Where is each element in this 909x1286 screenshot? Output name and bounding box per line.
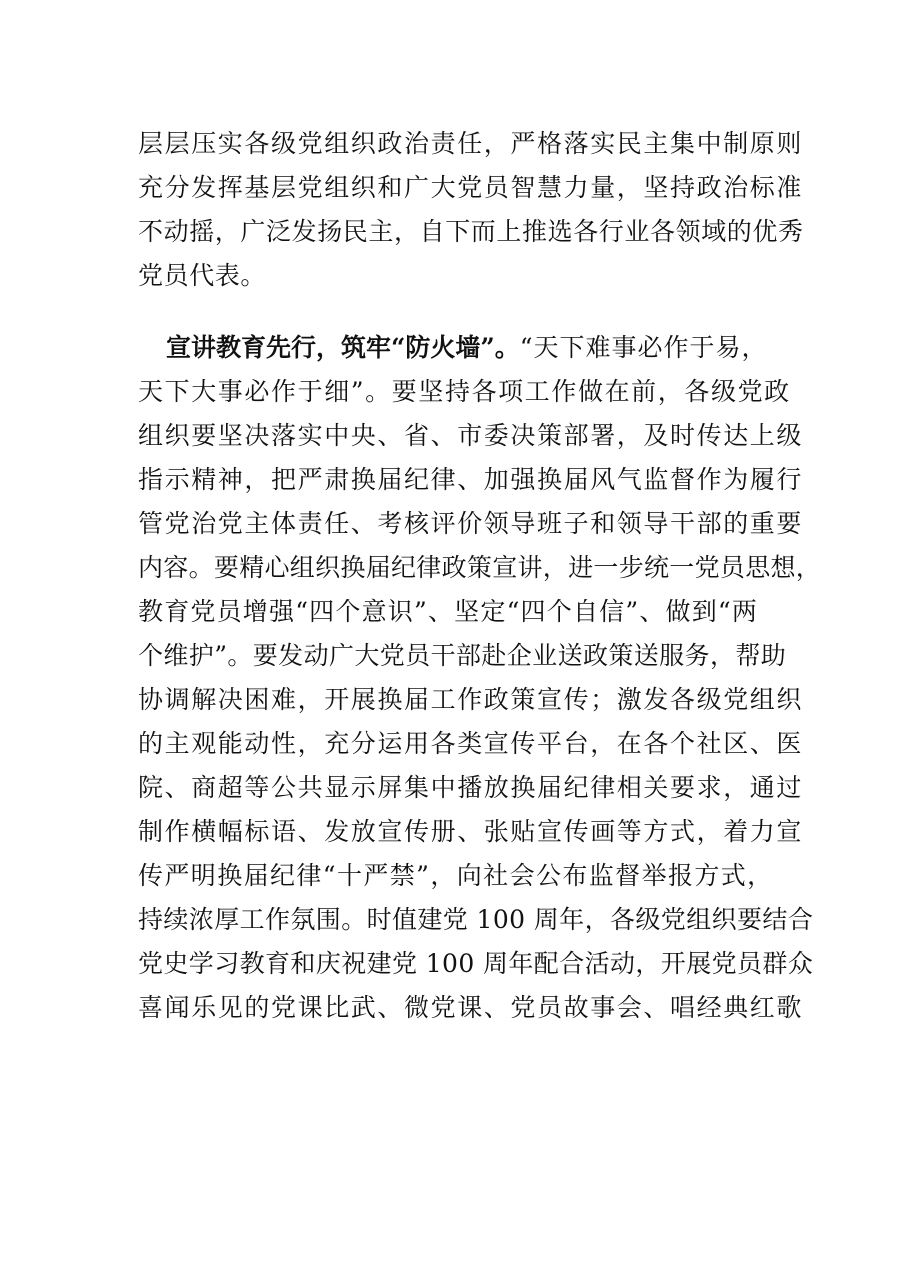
text-line: 传严明换届纪律“十严禁”，向社会公布监督举报方式， (138, 861, 774, 890)
text-line: 指示精神，把严肃换届纪律、加强换届风气监督作为履行 (138, 465, 804, 494)
text-line: 制作横幅标语、发放宣传册、张贴宣传画等方式，着力宣 (138, 817, 804, 846)
text-line: 层层压实各级党组织政治责任，严格落实民主集中制原则 (138, 129, 804, 158)
text-line: 喜闻乐见的党课比武、微党课、党员故事会、唱经典红歌 (138, 993, 804, 1022)
text-line: 个维护”。要发动广大党员干部赴企业送政策送服务，帮助 (138, 641, 787, 670)
text-line: 充分发挥基层党组织和广大党员智慧力量，坚持政治标准 (138, 173, 804, 202)
section-heading: 宣讲教育先行，筑牢“防火墙”。 (166, 333, 520, 362)
text-line: 教育党员增强“四个意识”、坚定“四个自信”、做到“两 (138, 597, 759, 626)
text-line: 持续浓厚工作氛围。时值建党 100 周年，各级党组织要结合 (138, 905, 814, 934)
text-line: 管党治党主体责任、考核评价领导班子和领导干部的重要 (138, 509, 804, 538)
text-line: 党员代表。 (138, 261, 267, 290)
text-line: 天下大事必作于细”。要坚持各项工作做在前，各级党政 (138, 377, 791, 406)
text-line: 院、商超等公共显示屏集中播放换届纪律相关要求，通过 (138, 773, 804, 802)
text-line: 不动摇，广泛发扬民主，自下而上推选各行业各领域的优秀 (138, 217, 804, 246)
paragraph-1 (138, 122, 804, 298)
paragraph-2-first-line (138, 326, 778, 370)
text-line: 组织要坚决落实中央、省、市委决策部署，及时传达上级 (138, 421, 804, 450)
quote-text: “天下难事必作于易， (519, 333, 768, 362)
paragraph-2 (138, 326, 822, 1030)
text-line: 党史学习教育和庆祝建党 100 周年配合活动，开展党员群众 (138, 949, 814, 978)
text-line: 的主观能动性，充分运用各类宣传平台，在各个社区、医 (138, 729, 804, 758)
text-line: 协调解决困难，开展换届工作政策宣传；激发各级党组织 (138, 685, 804, 714)
text-line: 内容。要精心组织换届纪律政策宣讲，进一步统一党员思想， (138, 553, 822, 582)
